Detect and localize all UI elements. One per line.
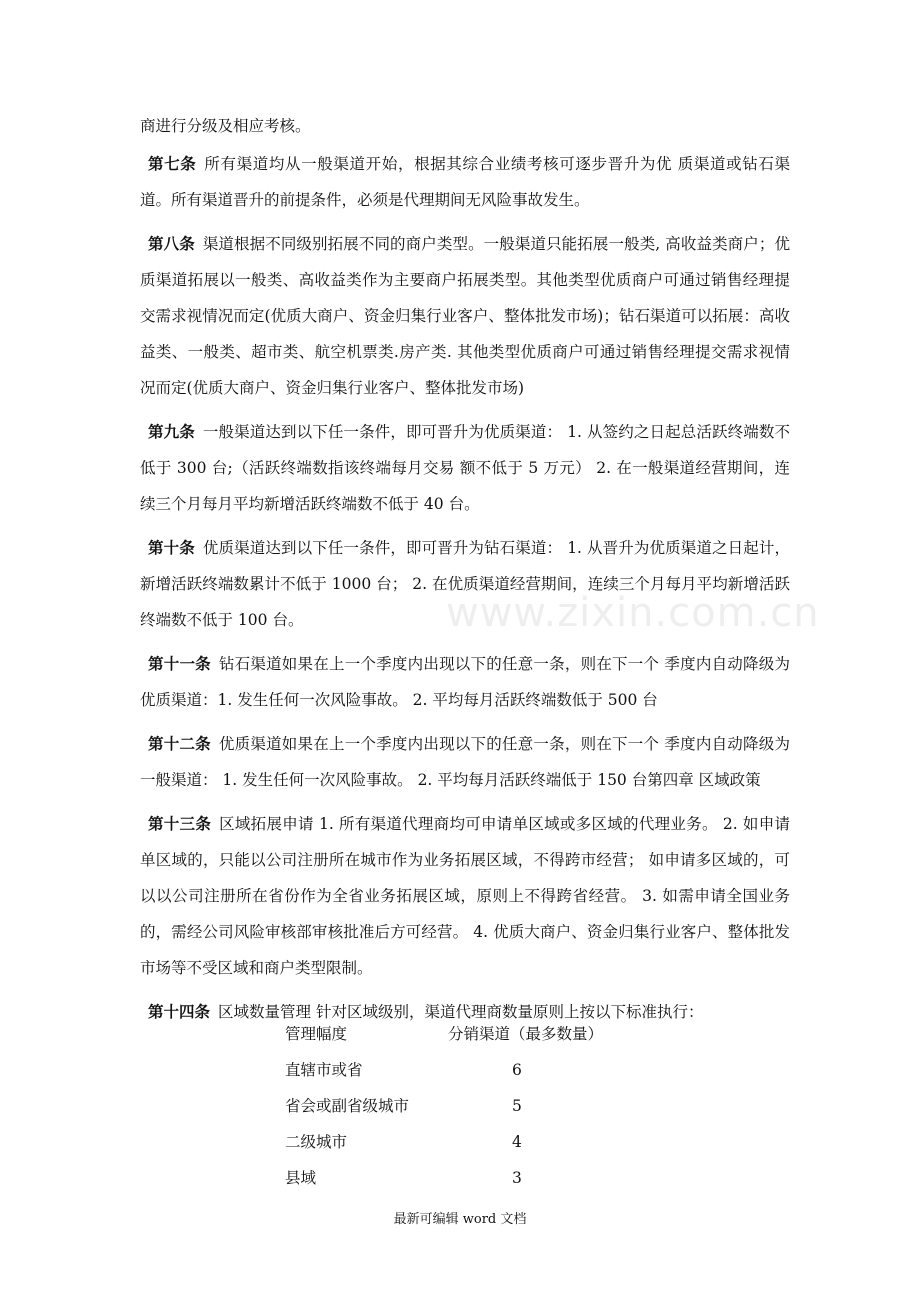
article-12 — [140, 726, 790, 798]
table-row — [285, 1088, 645, 1124]
paragraph-text: 渠道根据不同级别拓展不同的商户类型。一般渠道只能拓展一般类, 高收益类商户；优质渠道拓展以一般类、高收益类作为主要商户拓展类型。其他类型优质商户可通过销售经理提交需求视情况而定(优质大商户、资金归集行业客户、整体批发市场)；钻石渠道可以拓展：高收益类、一般类、超市类、航空机票类.房产类. 其他类型优质商户可通过销售经理提交需求视情况而定(优质大商户、资金归集行业客户、整体批发市场) — [140, 235, 790, 397]
paragraph-text: 区域拓展申请 1. 所有渠道代理商均可申请单区域或多区域的代理业务。 2. 如申请单区域的，只能以公司注册所在城市作为业务拓展区域，不得跨市经营； 如申请多区域的，可以以公司注册所在省份作为全省业务拓展区域，原则上不得跨省经营。 3. 如需申请全国业务的，需经公司风险审核部审核批准后方可经营。 4. 优质大商户、资金归集行业客户、整体批发市场等不受区域和商户类型限制。 — [140, 815, 790, 977]
table-cell-count: 5 — [512, 1097, 522, 1115]
paragraph-0 — [140, 108, 790, 144]
article-number: 第十二条 — [148, 734, 211, 753]
paragraph-text: 钻石渠道如果在上一个季度内出现以下的任意一条，则在下一个 季度内自动降级为优质渠道：1. 发生任何一次风险事故。 2. 平均每月活跃终端数低于 500 台 — [140, 655, 790, 709]
article-number: 第八条 — [148, 234, 195, 253]
paragraph-text: 优质渠道达到以下任一条件，即可晋升为钻石渠道： 1. 从晋升为优质渠道之日起计，新增活跃终端数累计不低于 1000 台； 2. 在优质渠道经营期间，连续三个月每月平均新增活跃终端数不低于 100 台。 — [140, 539, 790, 629]
region-quota-table — [285, 1016, 645, 1196]
paragraph-text: 商进行分级及相应考核。 — [140, 117, 311, 135]
table-cell-region: 直辖市或省 — [285, 1061, 363, 1079]
table-header-row — [285, 1016, 645, 1052]
page-footer: 最新可编辑 word 文档 — [393, 1212, 527, 1227]
table-cell-count: 6 — [512, 1061, 522, 1079]
article-10 — [140, 530, 790, 638]
article-number: 第十三条 — [148, 814, 212, 833]
paragraph-text: 所有渠道均从一般渠道开始，根据其综合业绩考核可逐步晋升为优 质渠道或钻石渠道。所有渠道晋升的前提条件，必须是代理期间无风险事故发生。 — [140, 155, 790, 209]
article-number: 第七条 — [148, 154, 197, 173]
table-row — [285, 1052, 645, 1088]
paragraph-text: 优质渠道如果在上一个季度内出现以下的任意一条，则在下一个 季度内自动降级为一般渠道： 1. 发生任何一次风险事故。 2. 平均每月活跃终端低于 150 台第四章 区域政策 — [140, 735, 790, 789]
table-header-cell: 管理幅度 — [285, 1025, 348, 1043]
article-number: 第九条 — [148, 422, 195, 441]
watermark: www.zixin.com.cn — [446, 590, 820, 636]
table-cell-region: 二级城市 — [285, 1133, 348, 1151]
article-number: 第十条 — [148, 538, 195, 557]
paragraph-text: 一般渠道达到以下任一条件，即可晋升为优质渠道： 1. 从签约之日起总活跃终端数不低于 300 台;（活跃终端数指该终端每月交易 额不低于 5 万元） 2. 在一般渠道经营期间，连续三个月每月平均新增活跃终端数不低于 40 台。 — [140, 423, 790, 513]
article-9 — [140, 414, 790, 522]
article-11 — [140, 646, 790, 718]
table-cell-region: 县域 — [285, 1169, 317, 1187]
table-header-cell: 分销渠道（最多数量） — [448, 1025, 604, 1043]
article-13 — [140, 806, 790, 986]
article-number: 第十一条 — [148, 654, 211, 673]
article-number: 第十四条 — [148, 1002, 211, 1021]
table-cell-count: 4 — [512, 1133, 522, 1151]
table-cell-region: 省会或副省级城市 — [285, 1097, 410, 1115]
document-body — [140, 108, 790, 1038]
paragraph-text: 区域数量管理 针对区域级别，渠道代理商数量原则上按以下标准执行： — [218, 1003, 704, 1021]
table-row — [285, 1160, 645, 1196]
article-7 — [140, 146, 790, 218]
article-8 — [140, 226, 790, 406]
table-row — [285, 1124, 645, 1160]
table-cell-count: 3 — [512, 1169, 522, 1187]
